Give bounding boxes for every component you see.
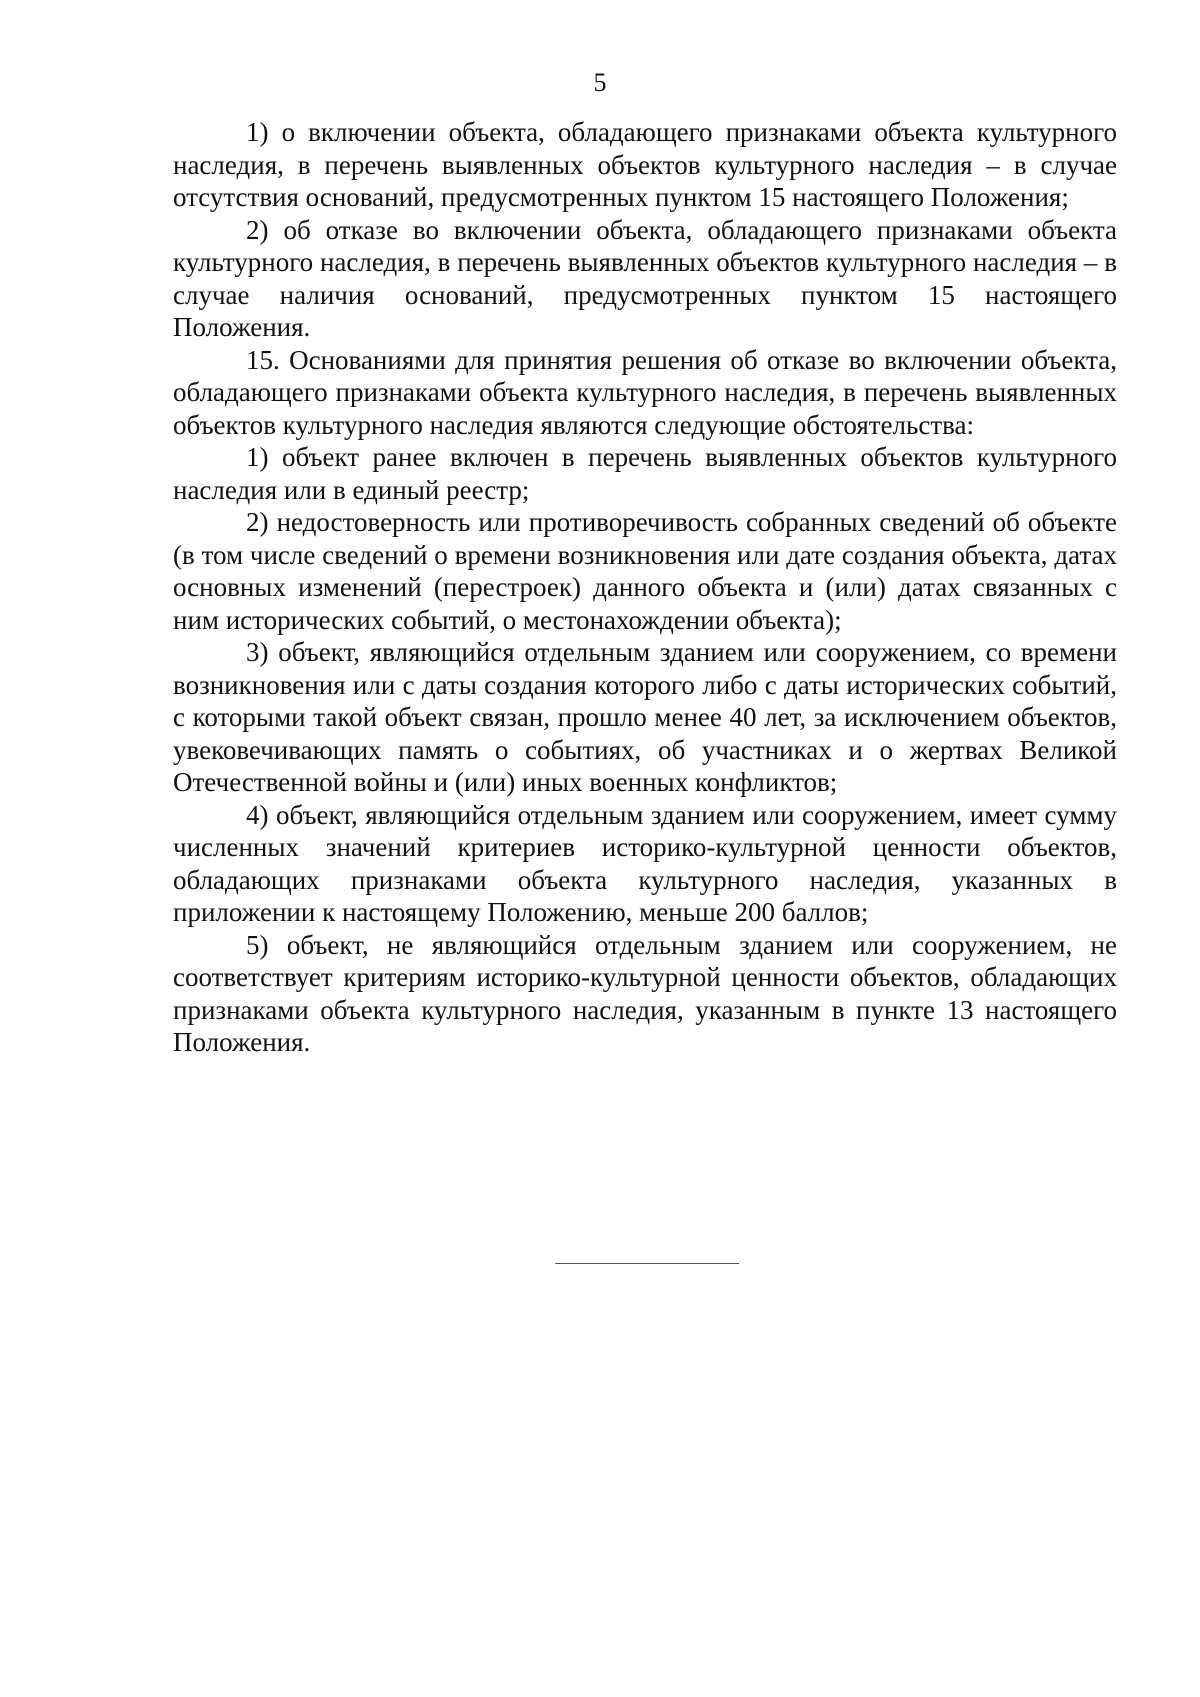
document-body: [173, 116, 1117, 1059]
paragraph-item-1-include: 1) о включении объекта, обладающего признаками объекта культурного наследия, в перечень выявленных объектов культурного наследия – в случае отсутствия оснований, предусмотренных пунктом 15 настоящего Положения;: [173, 117, 1117, 212]
end-separator-line: [555, 1263, 739, 1264]
paragraph-section-15: 15. Основаниями для принятия решения об отказе во включении объекта, обладающего признаками объекта культурного наследия, в перечень выявленных объектов культурного наследия являются следующие обстоятельства:: [173, 344, 1117, 440]
paragraph-ground-1: 1) объект ранее включен в перечень выявленных объектов культурного наследия или в единый реестр;: [173, 442, 1117, 505]
paragraph-ground-4: 4) объект, являющийся отдельным зданием или сооружением, имеет сумму численных значений критериев историко-культурной ценности объектов, обладающих признаками объекта культурного наследия, указанных в приложении к настоящему Положению, меньше 200 баллов;: [173, 799, 1117, 927]
paragraph-item-2-refuse: 2) об отказе во включении объекта, обладающего признаками объекта культурного наследия, в перечень выявленных объектов культурного наследия – в случае наличия оснований, предусмотренных пунктом 15 настоящего Положения.: [173, 214, 1117, 342]
paragraph-ground-3: 3) объект, являющийся отдельным зданием или сооружением, со времени возникновения или с даты создания которого либо с даты исторических событий, с которыми такой объект связан, прошло менее 40 лет, за исключением объектов, увековечивающих память о событиях, об участниках и о жертвах Великой Отечественной войны и (или) иных военных конфликтов;: [173, 637, 1117, 797]
paragraph-ground-2: 2) недостоверность или противоречивость собранных сведений об объекте (в том числе сведений о времени возникновения или дате создания объекта, датах основных изменений (перестроек) данного объекта и (или) датах связанных с ним исторических событий, о местонахождении объекта);: [173, 507, 1117, 635]
paragraph-ground-5: 5) объект, не являющийся отдельным зданием или сооружением, не соответствует критериям историко-культурной ценности объектов, обладающих признаками объекта культурного наследия, указанным в пункте 13 настоящего Положения.: [173, 929, 1117, 1057]
page-number: 5: [593, 68, 607, 97]
